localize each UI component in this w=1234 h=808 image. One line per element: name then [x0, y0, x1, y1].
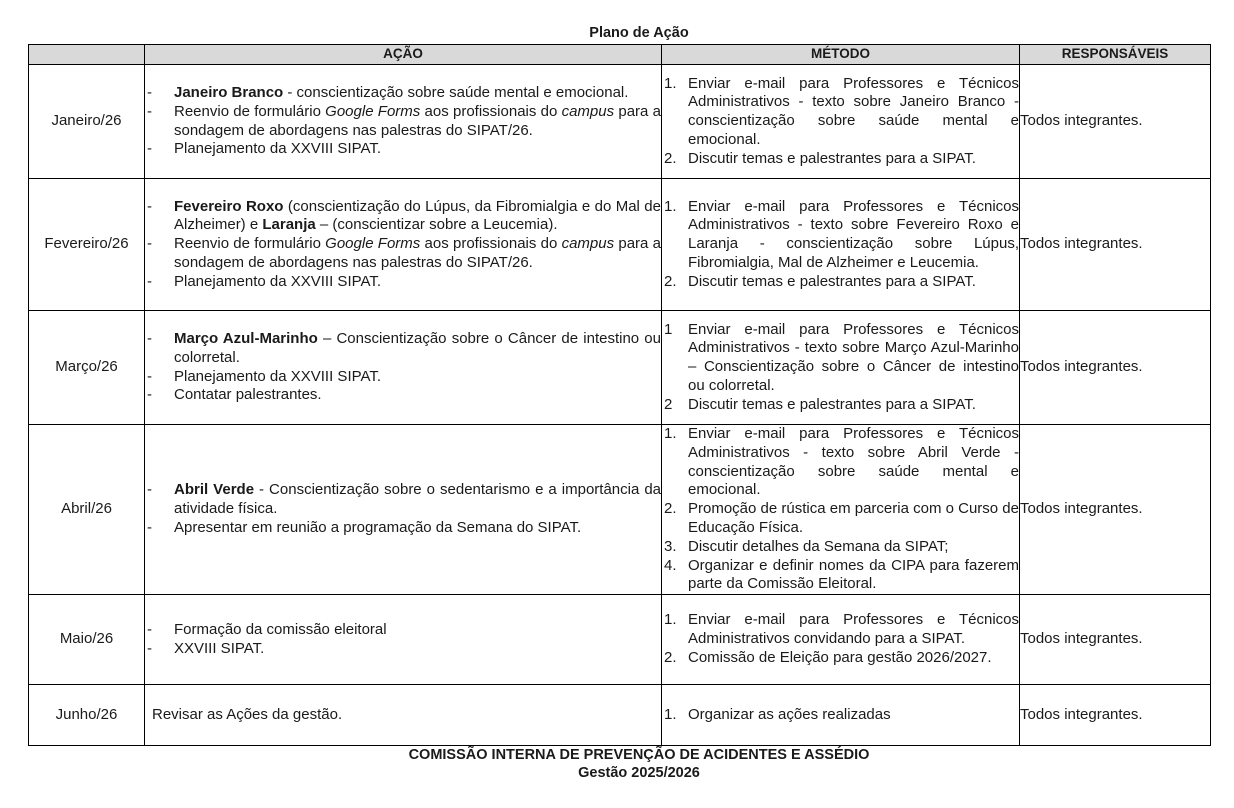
bullet-marker: -: [147, 481, 152, 499]
text-span: – Conscientização sobre o Câncer de intestino ou colorretal.: [174, 329, 661, 366]
responsaveis-cell: Todos integrantes.: [1020, 425, 1211, 595]
acao-item-text: [174, 198, 661, 236]
bullet-marker: -: [147, 140, 152, 158]
text-span: - conscientização sobre saúde mental e emocional.: [283, 83, 629, 101]
action-plan-table: [28, 44, 1211, 746]
number-marker: 2.: [664, 149, 677, 167]
text-span: Planejamento da XXVIII SIPAT.: [174, 367, 382, 385]
metodo-item-text: Discutir temas e palestrantes para a SIPAT.: [688, 272, 976, 290]
metodo-item-text: Discutir detalhes da Semana da SIPAT;: [688, 537, 949, 555]
number-marker: 1.: [664, 197, 677, 215]
number-marker: 2.: [664, 649, 677, 667]
number-marker: 2: [664, 395, 673, 413]
italic-text: Google Forms: [325, 102, 421, 120]
metodo-item: [662, 150, 1019, 169]
text-span: Planejamento da XXVIII SIPAT.: [174, 140, 382, 158]
table-row: [29, 311, 1211, 425]
acao-item-text: [174, 273, 661, 292]
responsaveis-cell: Todos integrantes.: [1020, 65, 1211, 179]
metodo-item-text: Discutir temas e palestrantes para a SIPAT.: [688, 149, 976, 167]
text-span: para a sondagem de abordagens nas palestras do SIPAT/26.: [174, 102, 661, 139]
table-row: [29, 65, 1211, 179]
metodo-item: [662, 649, 1019, 668]
bold-text: Março Azul-Marinho: [174, 329, 318, 347]
responsaveis-cell: Todos integrantes.: [1020, 685, 1211, 746]
text-span: aos profissionais do: [420, 235, 562, 253]
metodo-item: [662, 557, 1019, 595]
acao-item-text: [174, 621, 661, 640]
metodo-item-text: Enviar e-mail para Professores e Técnicos Administrativos - texto sobre Fevereiro Roxo e Laranja - conscientização sobre Lúpus, Fibromialgia, Mal de Alzheimer e Leucemia.: [688, 197, 1019, 271]
text-span: (conscientização do Lúpus, da Fibromialgia e do Mal de Alzheimer) e: [174, 197, 661, 234]
responsaveis-cell: Todos integrantes.: [1020, 179, 1211, 311]
acao-item: [145, 621, 661, 640]
metodo-item-text: Enviar e-mail para Professores e Técnicos Administrativos - texto sobre Janeiro Branco - conscientização sobre saúde mental e emocional.: [688, 74, 1019, 148]
document-title: Plano de Ação: [589, 25, 689, 41]
month-cell: Junho/26: [29, 685, 145, 746]
italic-text: Google Forms: [325, 235, 421, 253]
footer: [0, 746, 1234, 782]
acao-item-text: [174, 84, 661, 103]
number-marker: 2.: [664, 500, 677, 518]
metodo-item-text: Comissão de Eleição para gestão 2026/2027.: [688, 649, 992, 667]
acao-item-text: [174, 330, 661, 368]
text-span: aos profissionais do: [420, 102, 562, 120]
metodo-item: [662, 611, 1019, 649]
text-span: XXVIII SIPAT.: [174, 639, 265, 657]
metodo-item: [662, 538, 1019, 557]
text-span: Reenvio de formulário: [174, 102, 326, 120]
text-span: Contatar palestrantes.: [174, 386, 322, 404]
metodo-item: [662, 75, 1019, 150]
acao-item-text: [174, 386, 661, 405]
metodo-item-text: Enviar e-mail para Professores e Técnicos Administrativos - texto sobre Abril Verde - conscientização sobre saúde mental e emocional.: [688, 425, 1019, 499]
acao-item: [145, 640, 661, 659]
bold-text: Janeiro Branco: [174, 83, 284, 101]
metodo-item: [662, 425, 1019, 500]
metodo-cell: [662, 595, 1020, 685]
acao-item-text: [174, 235, 661, 273]
metodo-item: [662, 273, 1019, 292]
acao-text: Revisar as Ações da gestão.: [152, 705, 343, 723]
bullet-marker: -: [147, 620, 152, 638]
table-row: [29, 179, 1211, 311]
metodo-item: [662, 706, 1019, 725]
table-row: [29, 425, 1211, 595]
acao-item-text: [174, 140, 661, 159]
responsaveis-cell: Todos integrantes.: [1020, 595, 1211, 685]
bullet-marker: -: [147, 235, 152, 253]
italic-text: campus: [561, 235, 615, 253]
acao-item: [145, 198, 661, 236]
metodo-cell: [662, 179, 1020, 311]
acao-item: [145, 84, 661, 103]
month-cell: Março/26: [29, 311, 145, 425]
number-marker: 2.: [664, 272, 677, 290]
metodo-cell: [662, 65, 1020, 179]
bullet-marker: -: [147, 386, 152, 404]
acao-cell: [145, 65, 662, 179]
footer-term: Gestão 2025/2026: [578, 765, 700, 781]
acao-cell: [145, 425, 662, 595]
metodo-item-text: Organizar e definir nomes da CIPA para fazerem parte da Comissão Eleitoral.: [688, 556, 1019, 593]
acao-cell: [145, 311, 662, 425]
bullet-marker: -: [147, 329, 152, 347]
text-span: - Conscientização sobre o sedentarismo e a importância da atividade física.: [174, 481, 662, 518]
number-marker: 1: [664, 320, 673, 338]
metodo-item: [662, 500, 1019, 538]
footer-commission-name: COMISSÃO INTERNA DE PREVENÇÃO DE ACIDENTES E ASSÉDIO: [408, 747, 870, 763]
table-row: [29, 595, 1211, 685]
acao-item-text: [174, 519, 661, 538]
bold-text: Fevereiro Roxo: [174, 197, 284, 215]
acao-item: [145, 273, 661, 292]
bullet-marker: -: [147, 367, 152, 385]
text-span: Formação da comissão eleitoral: [174, 620, 387, 638]
acao-item-text: [174, 103, 661, 141]
acao-item: [145, 386, 661, 405]
text-span: Reenvio de formulário: [174, 235, 326, 253]
number-marker: 3.: [664, 537, 677, 555]
metodo-item-text: Enviar e-mail para Professores e Técnicos Administrativos - texto sobre Março Azul-Marinho – Conscientização sobre o Câncer de intestino ou colorretal.: [688, 320, 1019, 394]
number-marker: 4.: [664, 556, 677, 574]
acao-item: [145, 481, 661, 519]
acao-item: [145, 330, 661, 368]
number-marker: 1.: [664, 705, 677, 723]
acao-item-text: [174, 481, 661, 519]
acao-item: [145, 103, 661, 141]
bullet-marker: -: [147, 197, 152, 215]
bullet-marker: -: [147, 272, 152, 290]
month-cell: Fevereiro/26: [29, 179, 145, 311]
metodo-item: [662, 198, 1019, 273]
acao-item: [145, 368, 661, 387]
text-span: – (conscientizar sobre a Leucemia).: [315, 216, 558, 234]
metodo-item-text: Promoção de rústica em parceria com o Curso de Educação Física.: [688, 500, 1019, 536]
header-acao: AÇÃO: [145, 45, 662, 65]
metodo-item: [662, 321, 1019, 396]
bullet-marker: -: [147, 102, 152, 120]
acao-cell: [145, 595, 662, 685]
text-span: Apresentar em reunião a programação da Semana do SIPAT.: [174, 518, 582, 536]
acao-item-text: [174, 640, 661, 659]
month-cell: Maio/26: [29, 595, 145, 685]
number-marker: 1.: [664, 425, 677, 442]
header-responsaveis: RESPONSÁVEIS: [1020, 45, 1211, 65]
month-cell: Janeiro/26: [29, 65, 145, 179]
text-span: Planejamento da XXVIII SIPAT.: [174, 272, 382, 290]
italic-text: campus: [561, 102, 615, 120]
acao-cell: [145, 179, 662, 311]
responsaveis-cell: Todos integrantes.: [1020, 311, 1211, 425]
acao-cell: [145, 685, 662, 746]
metodo-item-text: Discutir temas e palestrantes para a SIPAT.: [688, 395, 976, 413]
metodo-item: [662, 396, 1019, 415]
number-marker: 1.: [664, 611, 677, 629]
bullet-marker: -: [147, 518, 152, 536]
metodo-cell: [662, 311, 1020, 425]
acao-item: [145, 140, 661, 159]
table-row: [29, 685, 1211, 746]
bullet-marker: -: [147, 639, 152, 657]
metodo-item-text: Organizar as ações realizadas: [688, 705, 891, 723]
metodo-cell: [662, 685, 1020, 746]
table-header-row: [29, 45, 1211, 65]
acao-item: [145, 519, 661, 538]
metodo-item-text: Enviar e-mail para Professores e Técnicos Administrativos convidando para a SIPAT.: [688, 611, 1019, 648]
acao-item: [145, 235, 661, 273]
number-marker: 1.: [664, 74, 677, 92]
bold-text: Abril Verde: [174, 481, 255, 499]
bullet-marker: -: [147, 83, 152, 101]
month-cell: Abril/26: [29, 425, 145, 595]
metodo-cell: [662, 425, 1020, 595]
header-metodo: MÉTODO: [662, 45, 1020, 65]
bold-text: Laranja: [262, 216, 316, 234]
text-span: para a sondagem de abordagens nas palestras do SIPAT/26.: [174, 235, 661, 271]
header-month: [29, 45, 145, 65]
acao-item-text: [174, 368, 661, 387]
